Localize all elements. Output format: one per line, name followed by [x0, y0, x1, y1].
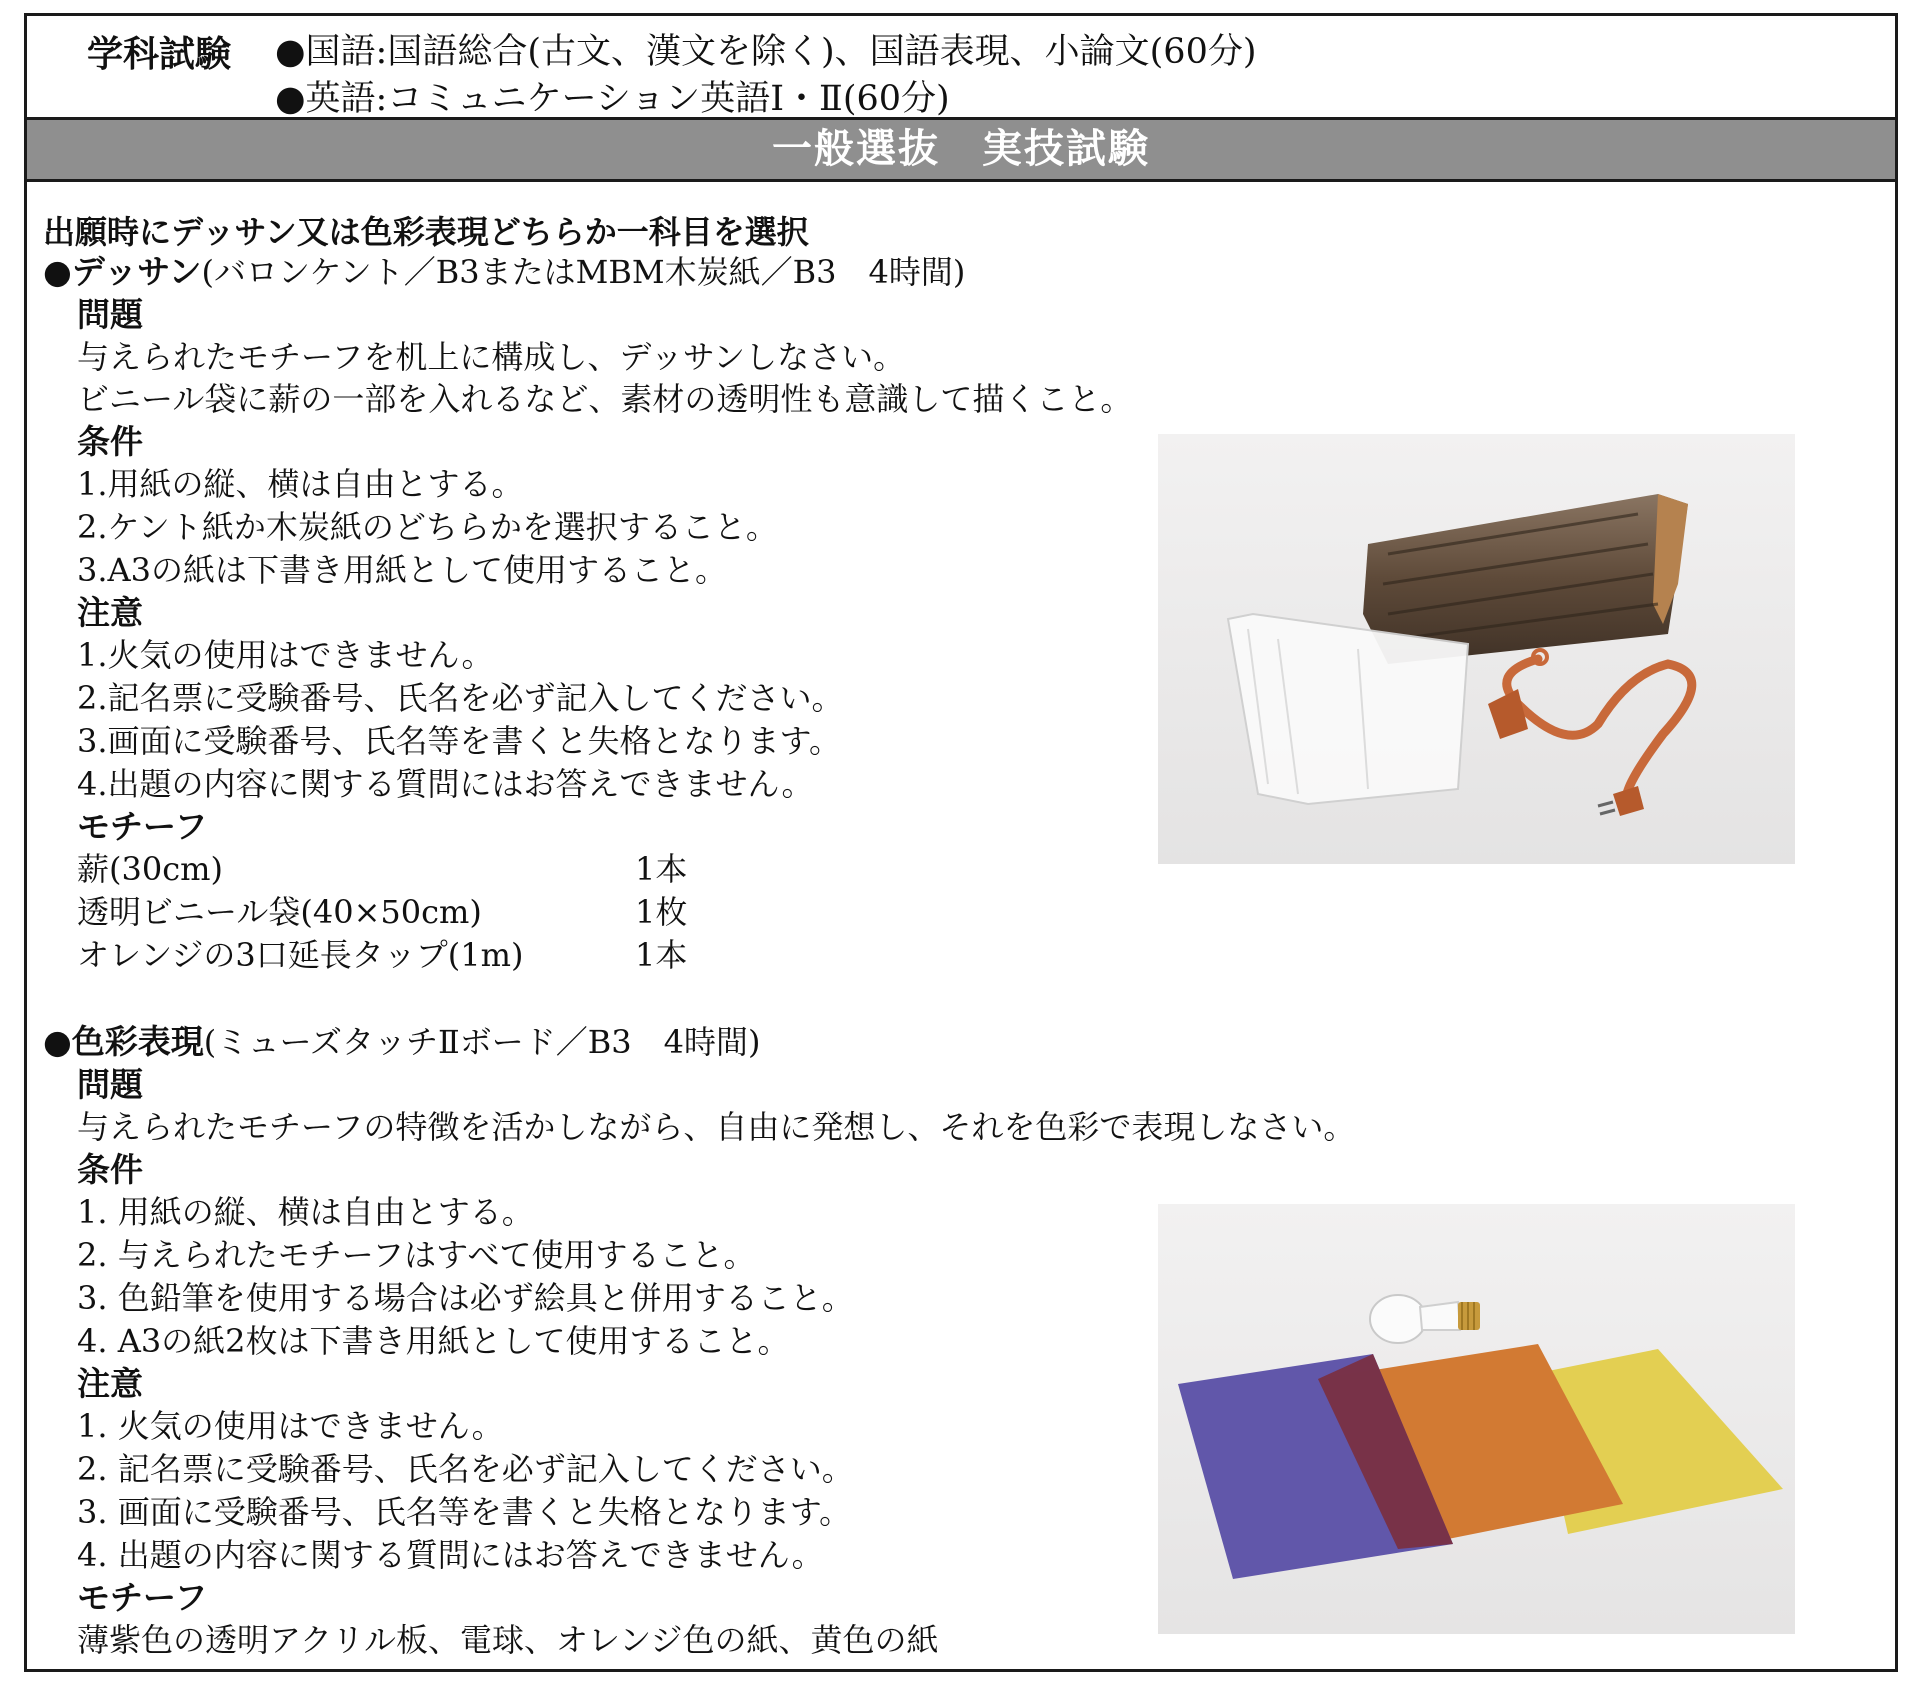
dessin-notes-heading: 注意: [77, 593, 143, 632]
dessin-condition-item: 3.A3の紙は下書き用紙として使用すること。: [77, 551, 728, 589]
dessin-motif-name: 薪(30cm): [77, 850, 223, 888]
dessin-motif-qty: 1本: [635, 936, 688, 974]
dessin-title-row: [43, 252, 965, 292]
color-problem-heading: 問題: [77, 1065, 143, 1104]
color-condition-item: 1. 用紙の縦、横は自由とする。: [77, 1193, 534, 1231]
dessin-problem-line: 与えられたモチーフを机上に構成し、デッサンしなさい。: [77, 338, 906, 376]
color-motif-list: 薄紫色の透明アクリル板、電球、オレンジ色の紙、黄色の紙: [77, 1621, 939, 1659]
color-motif-illustration: [1158, 1204, 1795, 1634]
color-motif-photo: [1158, 1204, 1795, 1634]
dessin-title-note: (バロンケント／B3またはMBM木炭紙／B3 4時間): [201, 253, 966, 291]
dessin-condition-item: 1.用紙の縦、横は自由とする。: [77, 465, 524, 503]
dessin-motif-heading: モチーフ: [77, 807, 208, 846]
color-title: ●色彩表現: [43, 1022, 204, 1061]
plastic-bag-shape: [1228, 614, 1468, 804]
dessin-motif-qty: 1枚: [635, 893, 688, 931]
academic-exam-label: 学科試験: [87, 34, 232, 75]
dessin-note-item: 3.画面に受験番号、氏名等を書くと失格となります。: [77, 722, 841, 760]
dessin-motif-photo: [1158, 434, 1795, 864]
dessin-problem-line: ビニール袋に薪の一部を入れるなど、素材の透明性も意識して描くこと。: [77, 380, 1133, 418]
academic-exam-english: ●英語:コミュニケーション英語Ⅰ・Ⅱ(60分): [275, 79, 950, 119]
dessin-note-item: 1.火気の使用はできません。: [77, 636, 494, 674]
color-title-note: (ミューズタッチⅡボード／B3 4時間): [203, 1023, 761, 1061]
exam-info-box: [24, 13, 1898, 1672]
color-title-row: [43, 1022, 761, 1062]
academic-exam-section: [27, 16, 1895, 120]
color-note-item: 3. 画面に受験番号、氏名等を書くと失格となります。: [77, 1493, 852, 1531]
color-condition-item: 3. 色鉛筆を使用する場合は必ず絵具と併用すること。: [77, 1279, 854, 1317]
dessin-title: ●デッサン: [43, 252, 202, 291]
dessin-motif-name: 透明ビニール袋(40×50cm): [77, 893, 482, 931]
dessin-conditions-heading: 条件: [77, 422, 143, 461]
color-condition-item: 2. 与えられたモチーフはすべて使用すること。: [77, 1236, 756, 1274]
dessin-motif-illustration: [1158, 434, 1795, 864]
academic-exam-japanese: ●国語:国語総合(古文、漢文を除く)、国語表現、小論文(60分): [275, 32, 1257, 72]
color-conditions-heading: 条件: [77, 1150, 143, 1189]
color-condition-item: 4. A3の紙2枚は下書き用紙として使用すること。: [77, 1322, 790, 1360]
dessin-motif-qty: 1本: [635, 850, 688, 888]
color-note-item: 1. 火気の使用はできません。: [77, 1407, 504, 1445]
color-problem-line: 与えられたモチーフの特徴を活かしながら、自由に発想し、それを色彩で表現しなさい。: [77, 1108, 1356, 1146]
color-motif-heading: モチーフ: [77, 1578, 208, 1617]
dessin-note-item: 2.記名票に受験番号、氏名を必ず記入してください。: [77, 679, 844, 717]
dessin-condition-item: 2.ケント紙か木炭紙のどちらかを選択すること。: [77, 508, 778, 546]
practical-exam-banner: 一般選抜 実技試験: [27, 120, 1895, 182]
dessin-problem-heading: 問題: [77, 295, 143, 334]
selection-note: 出願時にデッサン又は色彩表現どちらか一科目を選択: [43, 213, 809, 251]
color-note-item: 4. 出題の内容に関する質問にはお答えできません。: [77, 1536, 824, 1574]
dessin-motif-name: オレンジの3口延長タップ(1m): [77, 936, 524, 974]
dessin-note-item: 4.出題の内容に関する質問にはお答えできません。: [77, 765, 814, 803]
color-note-item: 2. 記名票に受験番号、氏名を必ず記入してください。: [77, 1450, 854, 1488]
color-notes-heading: 注意: [77, 1364, 143, 1403]
